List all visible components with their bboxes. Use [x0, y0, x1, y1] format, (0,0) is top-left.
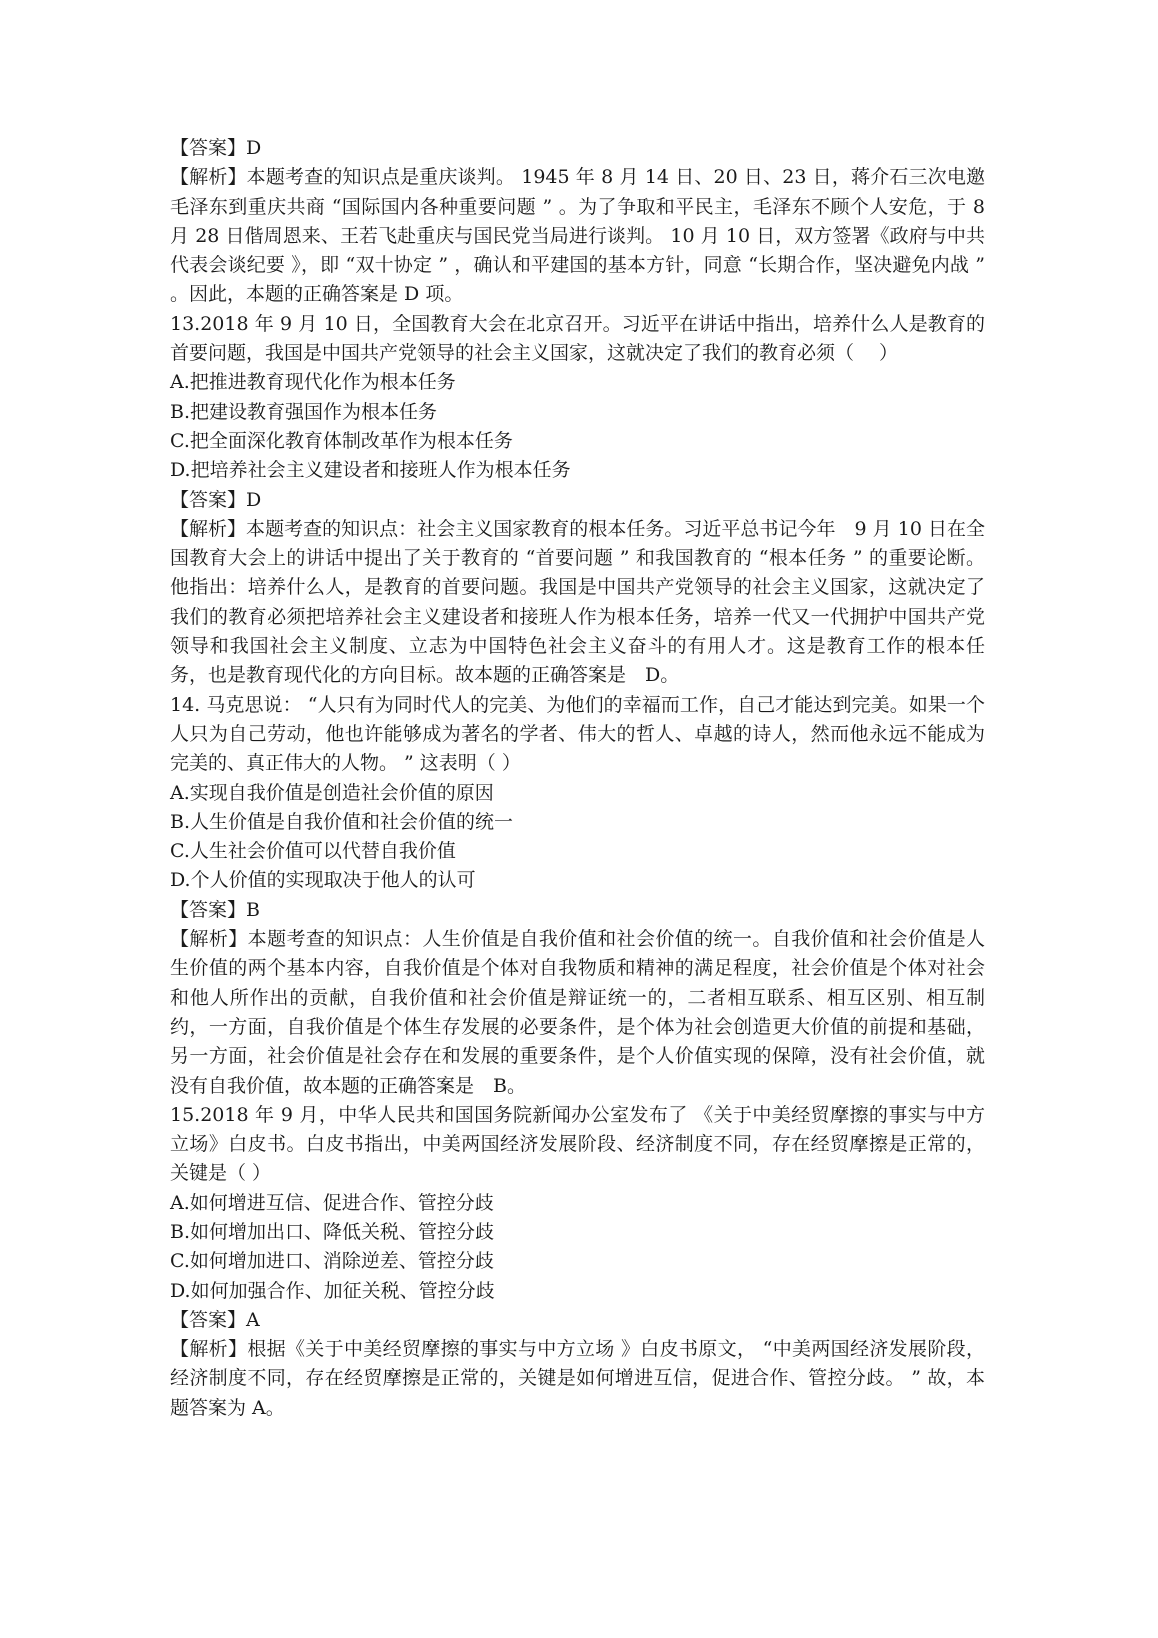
answer-line: 【答案】A	[170, 1308, 260, 1331]
analysis-paragraph: 【解析】本题考查的知识点是重庆谈判。 1945 年 8 月 14 日、20 日、23 日，蒋介石三次电邀毛泽东到重庆共商 “国际国内各种重要问题 ” 。为了争取和平民主，毛泽东不顾个人安危，于 8 月 28 日偕周恩来、王若飞赴重庆与国民党当局进行谈判。 10 月 10 日，双方签署《政府与中共代表会谈纪要 》，即 “双十协定 ” ，确认和平建国的基本方针，同意 “长期合作，坚决避免内战 ” 。因此，本题的正确答案是 D 项。	[170, 166, 985, 306]
option-a: A.把推进教育现代化作为根本任务	[170, 371, 456, 394]
option-a: A.如何增进互信、促进合作、管控分歧	[170, 1191, 494, 1214]
option-b: B.把建设教育强国作为根本任务	[170, 400, 438, 423]
answer-line: 【答案】B	[170, 898, 260, 921]
option-c: C.如何增加进口、消除逆差、管控分歧	[170, 1250, 494, 1273]
option-b: B.如何增加出口、降低关税、管控分歧	[170, 1220, 495, 1243]
answer-line: 【答案】D	[170, 137, 262, 159]
option-c: C.把全面深化教育体制改革作为根本任务	[170, 429, 513, 452]
option-a: A.实现自我价值是创造社会价值的原因	[170, 781, 494, 804]
question-13: 13.2018 年 9 月 10 日，全国教育大会在北京召开。习近平在讲话中指出，培养什么人是教育的首要问题，我国是中国共产党领导的社会主义国家，这就决定了我们的教育必须（ ）	[170, 312, 985, 365]
analysis-paragraph: 【解析】本题考查的知识点：人生价值是自我价值和社会价值的统一。自我价值和社会价值是人生价值的两个基本内容，自我价值是个体对自我物质和精神的满足程度，社会价值是个体对社会和他人所作出的贡献，自我价值和社会价值是辩证统一的，二者相互联系、相互区别、相互制约，一方面，自我价值是个体生存发展的必要条件，是个体为社会创造更大价值的前提和基础，另一方面，社会价值是社会存在和发展的重要条件，是个人价值实现的保障，没有社会价值，就没有自我价值，故本题的正确答案是 B。	[170, 928, 985, 1097]
option-c: C.人生社会价值可以代替自我价值	[170, 840, 456, 863]
option-b: B.人生价值是自我价值和社会价值的统一	[170, 810, 514, 833]
question-15: 15.2018 年 9 月，中华人民共和国国务院新闻办公室发布了 《关于中美经贸摩擦的事实与中方立场》白皮书。白皮书指出，中美两国经济发展阶段、经济制度不同，存在经贸摩擦是正常的，关键是（ ）	[170, 1103, 985, 1185]
analysis-paragraph: 【解析】根据《关于中美经贸摩擦的事实与中方立场 》白皮书原文， “中美两国经济发展阶段，经济制度不同，存在经贸摩擦是正常的，关键是如何增进互信，促进合作、管控分歧。 ” 故，本题答案为 A。	[170, 1338, 985, 1419]
analysis-paragraph: 【解析】本题考查的知识点：社会主义国家教育的根本任务。习近平总书记今年 9 月 10 日在全国教育大会上的讲话中提出了关于教育的 “首要问题 ” 和我国教育的 “根本任务 ” 的重要论断。他指出：培养什么人，是教育的首要问题。我国是中国共产党领导的社会主义国家，这就决定了我们的教育必须把培养社会主义建设者和接班人作为根本任务，培养一代又一代拥护中国共产党领导和我国社会主义制度、立志为中国特色社会主义奋斗的有用人才。这是教育工作的根本任务，也是教育现代化的方向目标。故本题的正确答案是 D。	[170, 517, 985, 687]
answer-line: 【答案】D	[170, 488, 262, 511]
option-d: D.个人价值的实现取决于他人的认可	[170, 869, 476, 892]
question-14: 14. 马克思说： “人只有为同时代人的完美、为他们的幸福而工作，自己才能达到完美。如果一个人只为自己劳动，他也许能够成为著名的学者、伟大的哲人、卓越的诗人，然而他永远不能成为完美的、真正伟大的人物。 ” 这表明（ ）	[170, 693, 985, 775]
option-d: D.如何加强合作、加征关税、管控分歧	[170, 1279, 495, 1302]
option-d: D.把培养社会主义建设者和接班人作为根本任务	[170, 459, 571, 482]
document-page	[170, 134, 985, 1423]
